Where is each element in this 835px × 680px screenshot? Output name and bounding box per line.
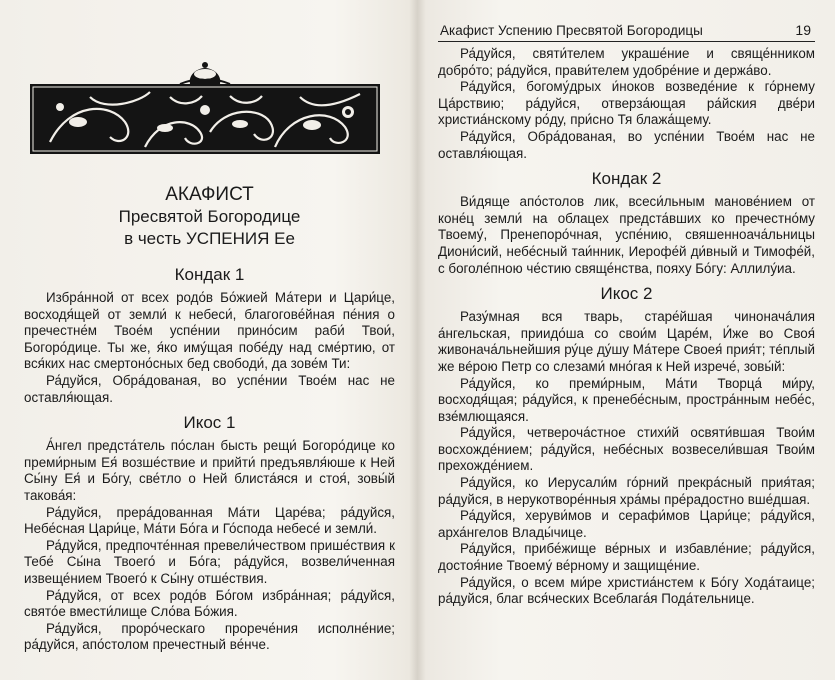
right-page	[418, 0, 835, 680]
section-heading: Икос 1	[183, 413, 236, 433]
paragraph: Ра́дуйся, богому́дрых и́ноков возведе́ние к го́рнему Ца́рствию; ра́дуйся, отверза́ющая ра́йския две́ри христиа́нскому ро́ду, при́сно Тя блажа́щему.	[438, 79, 815, 128]
title-line-2: Пресвятой Богородице	[118, 207, 301, 226]
running-head	[438, 22, 815, 42]
paragraph: Ра́дуйся, от всех родо́в Бо́гом избра́нная; ра́дуйся, свято́е вмести́лище Сло́ва Бо́жия.	[24, 587, 395, 620]
paragraph: А́нгел предста́тель по́слан бысть рещи́ Богоро́дице ко преми́рным Ея́ возше́ствие и прийти́ предъявля́юше к Ней Сы́ну Ея́ и Бо́гу, све́тло о Ней блиста́яся и стоя́, зовы́й такова́я:	[24, 438, 395, 503]
akathist-title	[24, 184, 395, 250]
paragraph: Ра́дуйся, Обра́дованая, во успе́нии Твое́м нас не оставля́ющая.	[438, 128, 815, 161]
page-number: 19	[795, 22, 811, 38]
floral-ornament-icon	[30, 62, 380, 154]
ornamental-header-vignette	[30, 62, 380, 154]
paragraph: Ра́дуйся, о всем ми́ре христиа́нстем к Бо́гу Хода́таице; ра́дуйся, благ вся́ческих Всеблага́я Пода́тельнице.	[438, 574, 815, 607]
paragraph: Ра́дуйся, херуви́мов и серафи́мов Цари́це; ра́дуйся, арха́нгелов Влады́чице.	[438, 508, 815, 540]
paragraph: Ра́дуйся, ко Иерусали́м го́рний прекра́сный прия́тая; ра́дуйся, в нерукотворе́нныя хра́мы пре́радостно вше́дшая.	[438, 475, 815, 507]
paragraph: Ра́дуйся, четвероча́стное стихи́й освяти́вшая Твои́м восхожде́нием; ра́дуйся, небе́сных возвесели́вшая Твои́м прехожде́нием.	[438, 425, 815, 474]
paragraph: Избра́нной от всех родо́в Бо́жией Ма́тери и Цари́це, восходя́щей от земли́ к небеси́, благогове́йная пе́ния о пречестне́м Твое́м успе́нии прино́сим раби́ Твои́, Богоро́дице. Ты же, я́ко иму́щая побе́ду над сме́ртию, от вся́ких нас смертоно́сных бед свободи́, да зове́м Ти:	[24, 290, 395, 372]
paragraph: Ра́дуйся, проро́ческаго прорече́ния исполне́ние; ра́дуйся, апо́столом пречестный ве́нче.	[24, 620, 395, 653]
paragraph: Ра́дуйся, ко преми́рным, Ма́ти Творца́ ми́ру, восходя́щая; ра́дуйся, к пренебе́сным, простра́нным небе́с, взе́млющаяся.	[438, 375, 815, 424]
paragraph: Ви́дяще апо́столов лик, всеси́льным манове́нием от коне́ц земли́ на облацех предста́вших ко пречестно́му Твоему́, Пренепоро́чная, успе́нию, свяшенноача́льницы Диони́сий, небе́сный таи́нник, Иерофе́й ди́вный и Тимофе́й, с боголе́пною че́стию свяще́нства, пояху Бо́гу: Аллилу́иа.	[438, 194, 815, 276]
section-heading: Кондак 2	[591, 169, 662, 189]
paragraph: Ра́дуйся, Обра́дованая, во успе́нии Твое́м нас не оставля́ющая.	[24, 372, 395, 405]
section-heading: Икос 2	[600, 284, 653, 304]
left-page	[0, 0, 417, 680]
running-head-title: Акафист Успению Пресвятой Богородицы	[440, 23, 703, 38]
title-line-3: в честь УСПЕНИЯ Ее	[124, 229, 295, 248]
paragraph: Разу́мная вся тварь, старе́йшая чиноначáлия а́нгельская, приидо́ша со свои́м Царе́м, И́же во Своя́ живонача́льнейшия ру́це ду́шу Ма́тере Своея́ прия́т; тéплый же вéрою Петр со слезами́ мно́гая к Ней изрече́, зовы́й:	[438, 309, 815, 374]
paragraph: Ра́дуйся, предпочте́нная превели́чеством прише́ствия к Тебе́ Сы́на Твоего́ и Бо́га; ра́дуйся, возвели́ченная извеще́нием Твоего́ к Сы́ну отше́ствия.	[24, 537, 395, 586]
paragraph: Ра́дуйся, прера́дованная Ма́ти Царе́ва; ра́дуйся, Небе́сная Цари́це, Ма́ти Бо́га и Го́спода небесе́ и земли́.	[24, 504, 395, 537]
paragraph: Ра́дуйся, святи́телем украше́ние и свяще́нником добро́то; ра́дуйся, прави́телем удобре́ние и держа́во.	[438, 46, 815, 78]
section-heading: Кондак 1	[174, 265, 245, 284]
title-line-1: АКАФИСТ	[165, 184, 254, 205]
paragraph: Ра́дуйся, прибе́жище ве́рных и избавле́ние; ра́дуйся, достоя́ние Твоему́ ве́рному и защище́ние.	[438, 541, 815, 574]
